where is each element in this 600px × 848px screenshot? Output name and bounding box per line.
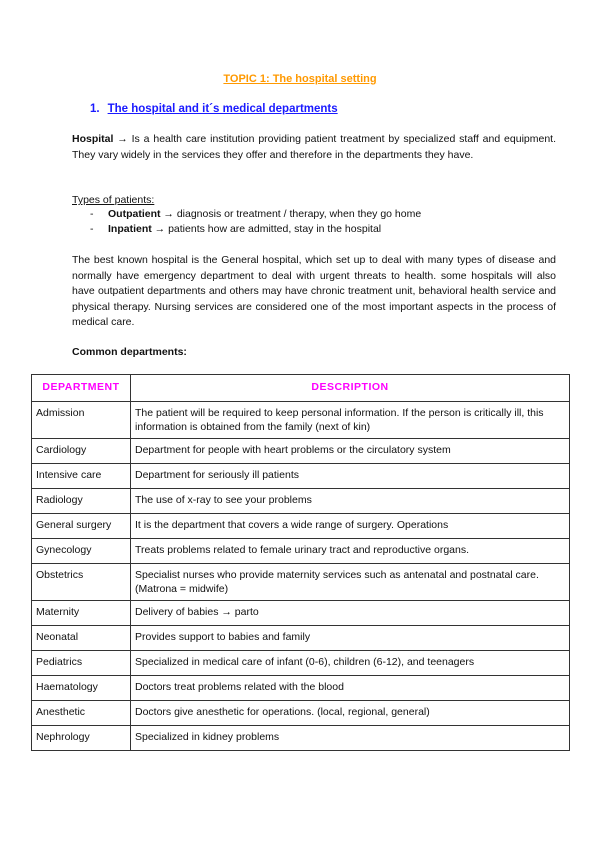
description-cell: Specialized in kidney problems <box>131 726 570 751</box>
table-row <box>32 402 570 439</box>
header-department: DEPARTMENT <box>32 375 131 402</box>
table-row <box>32 701 570 726</box>
common-heading: Common departments: <box>72 346 187 358</box>
description-cell: It is the department that covers a wide range of surgery. Operations <box>131 514 570 539</box>
department-cell: Haematology <box>32 676 131 701</box>
description-cell: Department for people with heart problems or the circulatory system <box>131 439 570 464</box>
department-cell: General surgery <box>32 514 131 539</box>
department-cell: Admission <box>32 402 131 439</box>
table-row <box>32 601 570 626</box>
description-cell: Delivery of babies → parto <box>131 601 570 626</box>
department-cell: Intensive care <box>32 464 131 489</box>
list-item <box>90 208 421 220</box>
departments-table <box>31 374 570 751</box>
list-text: → diagnosis or treatment / therapy, when they go home <box>160 208 422 220</box>
department-cell: Obstetrics <box>32 564 131 601</box>
list-term: Outpatient <box>108 208 161 220</box>
table-row <box>32 539 570 564</box>
intro-text: → Is a health care institution providing patient treatment by specialized staff and equipment. They vary widely in the services they offer and therefore in the departments they have. <box>72 133 556 161</box>
general-paragraph: The best known hospital is the General hospital, which set up to deal with many types of disease and normally have emergency department to deal with urgent threats to health. some hospitals will also have outpatient departments and others may have chronic treatment unit, behavioral health service and physical therapy. Nursing services are considered one of the most important aspects in the process of medical care. <box>72 254 556 328</box>
description-cell: The use of x-ray to see your problems <box>131 489 570 514</box>
description-cell: Doctors give anesthetic for operations. (local, regional, general) <box>131 701 570 726</box>
section-number: 1. <box>90 103 100 115</box>
table-row <box>32 489 570 514</box>
description-cell: Treats problems related to female urinary tract and reproductive organs. <box>131 539 570 564</box>
table-row <box>32 651 570 676</box>
page-title: TOPIC 1: The hospital setting <box>223 73 377 85</box>
types-heading: Types of patients: <box>72 194 155 206</box>
department-cell: Pediatrics <box>32 651 131 676</box>
header-description: DESCRIPTION <box>131 375 570 402</box>
table-row <box>32 464 570 489</box>
table-row <box>32 564 570 601</box>
list-text: → patients how are admitted, stay in the hospital <box>151 223 382 235</box>
table-row <box>32 439 570 464</box>
department-cell: Cardiology <box>32 439 131 464</box>
description-cell: The patient will be required to keep personal information. If the person is critically ill, this information is obtained from the family (next of kin) <box>131 402 570 439</box>
description-cell: Specialized in medical care of infant (0-6), children (6-12), and teenagers <box>131 651 570 676</box>
table-row <box>32 726 570 751</box>
description-cell: Doctors treat problems related with the blood <box>131 676 570 701</box>
department-cell: Nephrology <box>32 726 131 751</box>
bullet: - <box>90 208 94 220</box>
department-cell: Maternity <box>32 601 131 626</box>
list-item <box>90 223 381 235</box>
description-cell: Specialist nurses who provide maternity services such as antenatal and postnatal care. (Matrona = midwife) <box>131 564 570 601</box>
department-cell: Radiology <box>32 489 131 514</box>
section-title: The hospital and it´s medical departments <box>107 103 338 115</box>
department-cell: Anesthetic <box>32 701 131 726</box>
intro-term: Hospital <box>72 133 114 145</box>
section-heading <box>90 103 338 115</box>
description-cell: Department for seriously ill patients <box>131 464 570 489</box>
description-cell: Provides support to babies and family <box>131 626 570 651</box>
table-row <box>32 676 570 701</box>
department-cell: Neonatal <box>32 626 131 651</box>
table-row <box>32 514 570 539</box>
intro-paragraph <box>72 132 556 163</box>
table-row <box>32 626 570 651</box>
department-cell: Gynecology <box>32 539 131 564</box>
table-header-row <box>32 375 570 402</box>
list-term: Inpatient <box>108 223 152 235</box>
bullet: - <box>90 223 94 235</box>
